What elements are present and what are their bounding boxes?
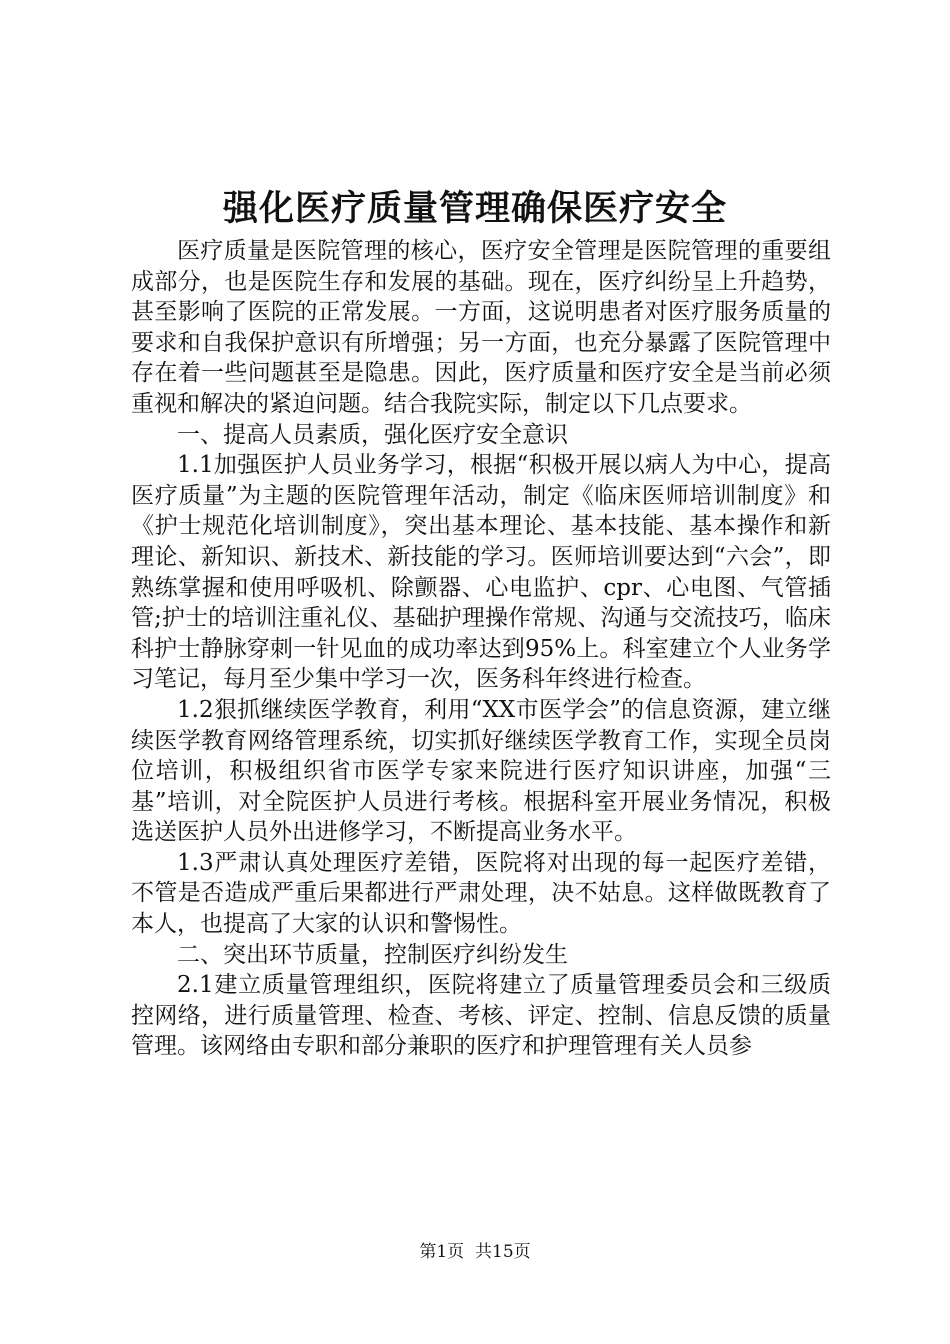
paragraph-intro: 医疗质量是医院管理的核心，医疗安全管理是医院管理的重要组成部分，也是医院生存和发展的基础。现在，医疗纠纷呈上升趋势，甚至影响了医院的正常发展。一方面，这说明患者对医疗服务质量的要求和自我保护意识有所增强；另一方面，也充分暴露了医院管理中存在着一些问题甚至是隐患。因此，医疗质量和医疗安全是当前必须重视和解决的紧迫问题。结合我院实际，制定以下几点要求。: [131, 238, 831, 417]
document-title: 强化医疗质量管理确保医疗安全: [222, 188, 727, 229]
document-body: [131, 236, 831, 1062]
page-footer: [0, 1240, 950, 1264]
section-heading-1: 一、提高人员素质，强化医疗安全意识: [177, 421, 568, 448]
paragraph-1-3: 1.3严肃认真处理医疗差错，医院将对出现的每一起医疗差错，不管是否造成严重后果都进行严肃处理，决不姑息。这样做既教育了本人，也提高了大家的认识和警惕性。: [131, 849, 831, 938]
paragraph-1-2: 1.2狠抓继续医学教育，利用“XX市医学会”的信息资源，建立继续医学教育网络管理系统，切实抓好继续医学教育工作，实现全员岗位培训，积极组织省市医学专家来院进行医疗知识讲座，加强“三基”培训，对全院医护人员进行考核。根据科室开展业务情况，积极选送医护人员外出进修学习，不断提高业务水平。: [131, 696, 831, 846]
paragraph-2-1: 2.1建立质量管理组织，医院将建立了质量管理委员会和三级质控网络，进行质量管理、检查、考核、评定、控制、信息反馈的质量管理。该网络由专职和部分兼职的医疗和护理管理有关人员参: [131, 972, 831, 1060]
paragraph-1-1: 1.1加强医护人员业务学习，根据“积极开展以病人为中心，提高医疗质量”为主题的医院管理年活动，制定《临床医师培训制度》和《护士规范化培训制度》，突出基本理论、基本技能、基本操作和新理论、新知识、新技术、新技能的学习。医师培训要达到“六会”，即熟练掌握和使用呼吸机、除颤器、心电监护、cpr、心电图、气管插管;护士的培训注重礼仪、基础护理操作常规、沟通与交流技巧，临床科护士静脉穿刺一针见血的成功率达到95%上。科室建立个人业务学习笔记，每月至少集中学习一次，医务科年终进行检查。: [131, 452, 831, 693]
footer-separator: [464, 1242, 475, 1262]
page-number: 第1页: [419, 1242, 465, 1262]
page-total: 共15页: [475, 1242, 531, 1262]
section-heading-2: 二、突出环节质量，控制医疗纠纷发生: [177, 941, 568, 968]
